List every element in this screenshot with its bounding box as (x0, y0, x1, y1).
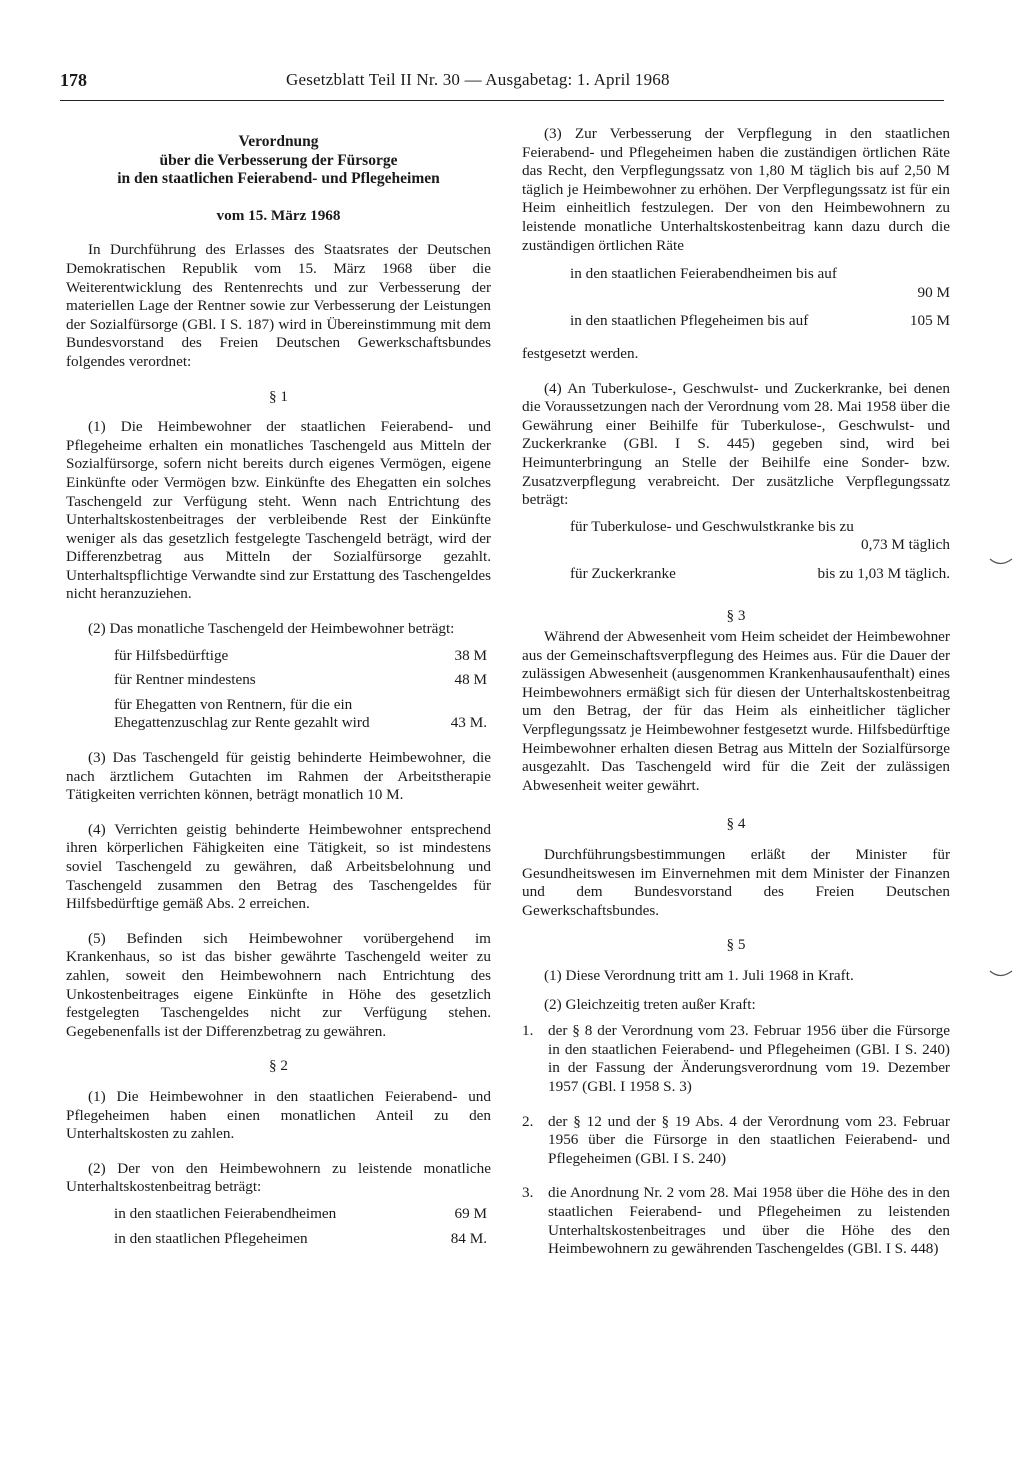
amount-row (114, 671, 491, 690)
amount-label: in den staatlichen Feierabendheimen bis auf (570, 265, 837, 283)
amount-label: für Tuberkulose- und Geschwulstkranke bis zu (570, 517, 854, 535)
amount-label: für Zuckerkranke (570, 564, 676, 582)
list-item (522, 1184, 950, 1258)
list-item (522, 1113, 950, 1169)
amount-row (114, 1205, 491, 1224)
section-3-heading: § 3 (726, 607, 746, 625)
amount-row (114, 1230, 491, 1249)
s1-paragraph-5: (5) Befinden sich Heimbewohner vorübergehend im Krankenhaus, so ist das bisher gewährte Taschengeld weiter zu zahlen, soweit den Heimbewohnern nach Entrichtung des Unkostenbeitrages eigene Einkünfte in Höhe des gesetzlich festgelegten Taschengeldes nicht zur Verfügung stehen. Gegebenenfalls ist der Differenzbetrag zu gewähren. (66, 929, 491, 1040)
amount-row (570, 518, 950, 555)
running-title: Gesetzblatt Teil II Nr. 30 — Ausgabetag: 1. April 1968 (286, 70, 670, 89)
margin-mark (988, 968, 1014, 980)
amount-row (114, 647, 491, 666)
margin-mark (988, 556, 1014, 568)
s5-paragraph-2: (2) Gleichzeitig treten außer Kraft: (544, 995, 756, 1013)
s5-paragraph-1: (1) Diese Verordnung tritt am 1. Juli 1968 in Kraft. (544, 966, 854, 984)
page-header (60, 68, 944, 96)
decree-title-1: Verordnung (238, 133, 319, 150)
list-item-number: 2. (522, 1112, 534, 1130)
amount-label: in den staatlichen Pflegeheimen (114, 1229, 308, 1247)
list-item-number: 3. (522, 1184, 534, 1202)
amount-value: 38 M (454, 646, 487, 664)
section-4-heading: § 4 (726, 815, 746, 833)
amount-value: 69 M (454, 1204, 487, 1222)
list-item-number: 1. (522, 1022, 534, 1040)
amount-label: für Hilfsbedürftige (114, 646, 229, 664)
amount-label: in den staatlichen Feierabendheimen (114, 1204, 337, 1222)
amount-label: in den staatlichen Pflegeheimen bis auf (570, 312, 809, 330)
s2-paragraph-1: (1) Die Heimbewohner in den staatlichen Feierabend- und Pflegeheimen haben einen monatlichen Anteil zu den Unterhaltskosten zu zahlen. (66, 1087, 491, 1143)
amount-value: 84 M. (450, 1229, 487, 1247)
amount-value: 43 M. (450, 714, 487, 732)
amount-row (570, 565, 950, 584)
right-column (522, 125, 950, 1275)
header-rule (60, 100, 944, 101)
list-item-text: der § 8 der Verordnung vom 23. Februar 1956 über die Fürsorge in den staatlichen Feierabend- und Pflegeheimen (GBl. I S. 240) in der Fassung der Änderungsverordnung vom 19. Dezember 1957 (GBl. I 1958 S. 3) (548, 1022, 950, 1095)
s2-paragraph-3-end: festgesetzt werden. (522, 344, 639, 362)
amount-value: 0,73 M täglich (860, 536, 950, 554)
s2-paragraph-3: (3) Zur Verbesserung der Verpflegung in den staatlichen Feierabend- und Pflegeheimen haben die zuständigen örtlichen Räte das Recht, den Verpflegungssatz von 1,80 M täglich bis auf 2,50 M täglich je Heimbewohner zu erhöhen. Der Verpflegungssatz ist für ein Heim einheitlich festzulegen. Der von den Heimbewohnern zu leistende monatliche Unterhaltskostenbeitrag kann dazu durch die zuständigen örtlichen Räte (522, 125, 950, 254)
s4-paragraph-1: Durchführungsbestimmungen erläßt der Minister für Gesundheitswesen im Einvernehmen mit dem Minister der Finanzen und dem Bundesvorstand des Freien Deutschen Gewerkschaftsbundes. (522, 846, 950, 919)
s3-paragraph-1: Während der Abwesenheit vom Heim scheidet der Heimbewohner aus der Gemeinschaftsverpflegung des Heimes aus. Für die Dauer der zulässigen Abwesenheit (ausgenommen Krankenhausaufenthalt) eines Heimbewohners ermäßigt sich für diesen der Unterhaltskostenbeitrag um den Betrag, der für das Heim als einheitlicher täglicher Verpflegungssatz je Heimbewohner festgesetzt wurde. Hilfsbedürftige Heimbewohner erhalten diesen Betrag aus Mitteln der Sozialfürsorge ausgezahlt. Das Taschengeld wird für die Zeit der zulässigen Abwesenheit weiter gewährt. (522, 628, 950, 794)
amount-label: für Ehegatten von Rentnern, für die ein Ehegattenzuschlag zur Rente gezahlt wird (114, 695, 370, 732)
list-item-text: der § 12 und der § 19 Abs. 4 der Verordnung vom 23. Februar 1956 über die Fürsorge in den staatlichen Feierabend- und Pflegeheimen (GBl. I S. 240) (548, 1112, 950, 1167)
amount-row (570, 265, 950, 302)
preamble: In Durchführung des Erlasses des Staatsrates der Deutschen Demokratischen Republik vom 15. März 1968 über die Weiterentwicklung des Rentenrechts und zur Verbesserung der materiellen Lage der Rentner sowie zur Verbesserung der Leistungen der Sozialfürsorge (GBl. I S. 187) wird in Übereinstimmung mit dem Bundesvorstand des Freien Deutschen Gewerkschaftsbundes folgendes verordnet: (66, 241, 491, 370)
amount-value: 105 M (909, 312, 950, 330)
decree-title-2: über die Verbesserung der Fürsorge (159, 151, 398, 169)
section-1-heading: § 1 (269, 387, 288, 405)
s1-paragraph-3: (3) Das Taschengeld für geistig behinderte Heimbewohner, die nach ärztlichem Gutachten im Rahmen der Arbeitstherapie Tätigkeiten verrichten können, beträgt monatlich 10 M. (66, 749, 491, 804)
amount-label: für Rentner mindestens (114, 671, 256, 689)
list-item (522, 1022, 950, 1096)
decree-title-3: in den staatlichen Feierabend- und Pflegeheimen (117, 170, 440, 188)
left-column (66, 125, 491, 1254)
repeal-list (522, 1022, 950, 1259)
s1-paragraph-4: (4) Verrichten geistig behinderte Heimbewohner entsprechend ihren körperlichen Fähigkeiten eine Tätigkeit, so ist mindestens soviel Taschengeld zu gewähren, daß Arbeitsbelohnung und Taschengeld zusammen den Betrag des Taschengeldes für Hilfsbedürftige gemäß Abs. 2 erreichen. (66, 820, 491, 913)
list-item-text: die Anordnung Nr. 2 vom 28. Mai 1958 über die Höhe des in den staatlichen Feierabend- und Pflegeheimen zu leistenden Unterhaltskostenbeitrages und über die Höhe des den Heimbewohnern zu gewährenden Taschengeldes (GBl. I S. 448) (548, 1184, 950, 1258)
amount-value: 48 M (454, 671, 487, 689)
amount-value: bis zu 1,03 M täglich. (817, 564, 950, 582)
decree-date: vom 15. März 1968 (216, 206, 341, 224)
amount-row (570, 312, 950, 331)
s2-paragraph-4: (4) An Tuberkulose-, Geschwulst- und Zuckerkranke, bei denen die Voraussetzungen nach der Verordnung vom 28. Mai 1958 über die Gewährung einer Beihilfe für Tuberkulose-, Geschwulst- und Zuckerkranke (GBl. I S. 445) gegeben sind, wird bei Heimunterbringung an Stelle der Beihilfe eine Sonder- bzw. Zusatzverpflegung verabreicht. Der zusätzliche Verpflegungssatz beträgt: (522, 379, 950, 509)
s1-paragraph-1: (1) Die Heimbewohner der staatlichen Feierabend- und Pflegeheime erhalten ein monatliches Taschengeld aus Mitteln der Sozialfürsorge, sofern nicht bereits durch eigenes Vermögen, eigene Einkünfte oder Vermögen bzw. Einkünfte des Ehegatten ein solches Taschengeld zur Verfügung steht. Wenn nach Entrichtung des Unterhaltskostenbeitrages der verbleibende Rest der Einkünfte weniger als das gesetzlich festgelegte Taschengeld beträgt, wird der Differenzbetrag aus Mitteln der Sozialfürsorge gezahlt. Unterhaltspflichtige Verwandte sind zur Erstattung des Taschengeldes nicht heranzuziehen. (66, 418, 491, 603)
section-2-heading: § 2 (269, 1057, 288, 1075)
amount-row (114, 696, 491, 733)
s1-paragraph-2: (2) Das monatliche Taschengeld der Heimbewohner beträgt: (88, 620, 455, 638)
section-5-heading: § 5 (726, 936, 746, 954)
page-number: 178 (60, 70, 87, 90)
s2-paragraph-2: (2) Der von den Heimbewohnern zu leistende monatliche Unterhaltskostenbeitrag beträgt: (66, 1159, 491, 1196)
amount-value: 90 M (917, 283, 950, 301)
